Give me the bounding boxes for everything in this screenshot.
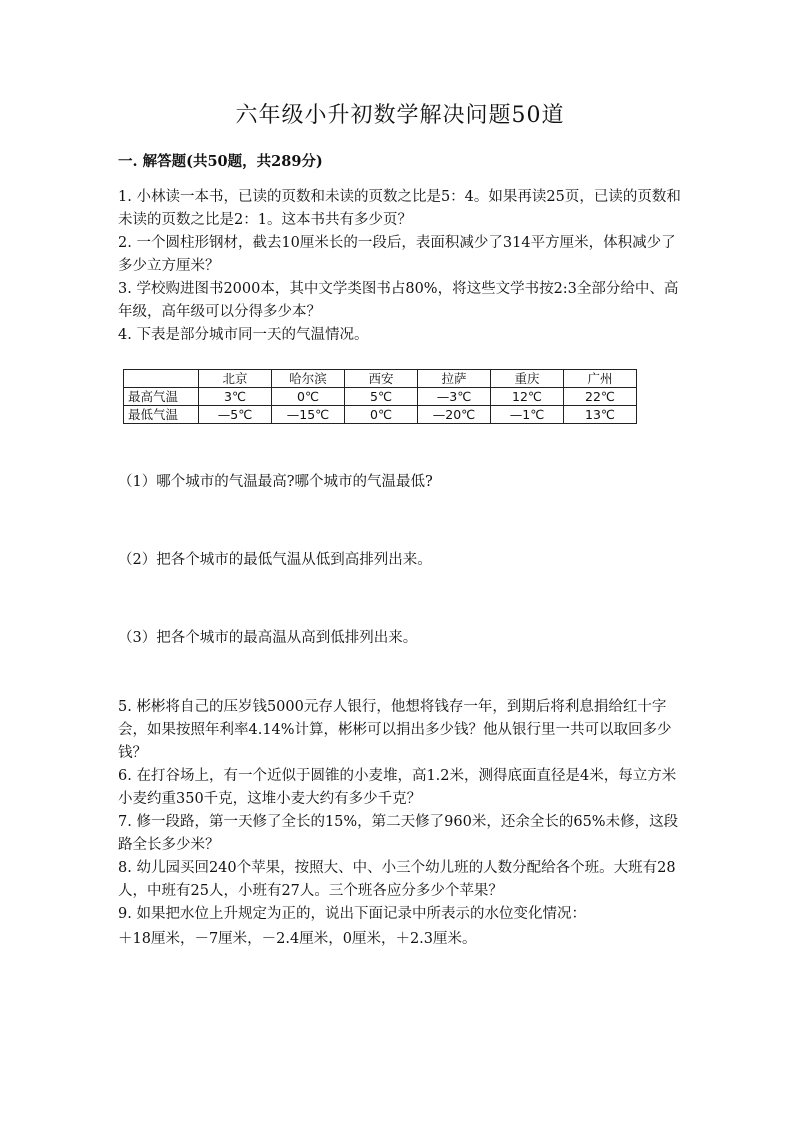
table-row: [124, 406, 637, 424]
table-header-cell: 拉萨: [418, 370, 491, 388]
question-7: 7. 修一段路，第一天修了全长的15%，第二天修了960米，还余全长的65%未修，这段路全长多少米？: [118, 814, 679, 853]
question-1: 1. 小林读一本书，已读的页数和未读的页数之比是5：4。如果再读25页，已读的页数和未读的页数之比是2：1。这本书共有多少页？: [118, 189, 681, 228]
question-4: 4. 下表是部分城市同一天的气温情况。: [118, 327, 369, 343]
table-cell: 5℃: [345, 388, 418, 406]
water-level-records: ＋18厘米，－7厘米，－2.4厘米，0厘米，＋2.3厘米。: [118, 931, 477, 947]
question-group-5-9: [118, 696, 688, 926]
section-heading: 一. 解答题(共50题，共289分): [118, 153, 323, 170]
table-header-cell: 西安: [345, 370, 418, 388]
table-header-row: [124, 370, 637, 388]
question-3: 3. 学校购进图书2000本，其中文学类图书占80%，将这些文学书按2:3全部分给中、高年级，高年级可以分得多少本？: [118, 281, 679, 320]
table-cell: 22℃: [564, 388, 637, 406]
question-2: 2. 一个圆柱形钢材，截去10厘米长的一段后，表面积减少了314平方厘米，体积减少了多少立方厘米？: [118, 235, 676, 274]
question-5: 5. 彬彬将自己的压岁钱5000元存人银行，他想将钱存一年，到期后将利息捐给红十字会，如果按照年利率4.14%计算，彬彬可以捐出多少钱？他从银行里一共可以取回多少钱？: [118, 699, 672, 761]
table-header-cell: 广州: [564, 370, 637, 388]
table-cell: 3℃: [199, 388, 272, 406]
table-row-label: 最低气温: [124, 406, 199, 424]
table-cell: —15℃: [272, 406, 345, 424]
page-title: 六年级小升初数学解决问题50道: [235, 103, 565, 128]
table-header-cell: 哈尔滨: [272, 370, 345, 388]
table-cell: —20℃: [418, 406, 491, 424]
subquestion-2: （2）把各个城市的最低气温从低到高排列出来。: [118, 552, 432, 568]
question-9: 9. 如果把水位上升规定为正的，说出下面记录中所表示的水位变化情况：: [118, 906, 586, 922]
table-cell: 13℃: [564, 406, 637, 424]
table-header-cell: 北京: [199, 370, 272, 388]
question-6: 6. 在打谷场上，有一个近似于圆锥的小麦堆，高1.2米，测得底面直径是4米，每立方米小麦约重350千克，这堆小麦大约有多少千克？: [118, 768, 677, 807]
subquestion-1: （1）哪个城市的气温最高?哪个城市的气温最低?: [118, 474, 433, 490]
table-cell: —3℃: [418, 388, 491, 406]
table-header-cell: 重庆: [491, 370, 564, 388]
table-row-label: 最高气温: [124, 388, 199, 406]
subquestion-3: （3）把各个城市的最高温从高到低排列出来。: [118, 630, 418, 646]
temperature-table: [123, 369, 637, 424]
table-cell: 0℃: [272, 388, 345, 406]
table-cell: —5℃: [199, 406, 272, 424]
table-cell: 0℃: [345, 406, 418, 424]
table-cell: —1℃: [491, 406, 564, 424]
table-cell: 12℃: [491, 388, 564, 406]
table-corner-cell: [124, 370, 199, 388]
question-8: 8. 幼儿园买回240个苹果，按照大、中、小三个幼儿班的人数分配给各个班。大班有28人，中班有25人，小班有27人。三个班各应分多少个苹果？: [118, 860, 676, 899]
question-group-1-4: [118, 186, 688, 347]
table-row: [124, 388, 637, 406]
